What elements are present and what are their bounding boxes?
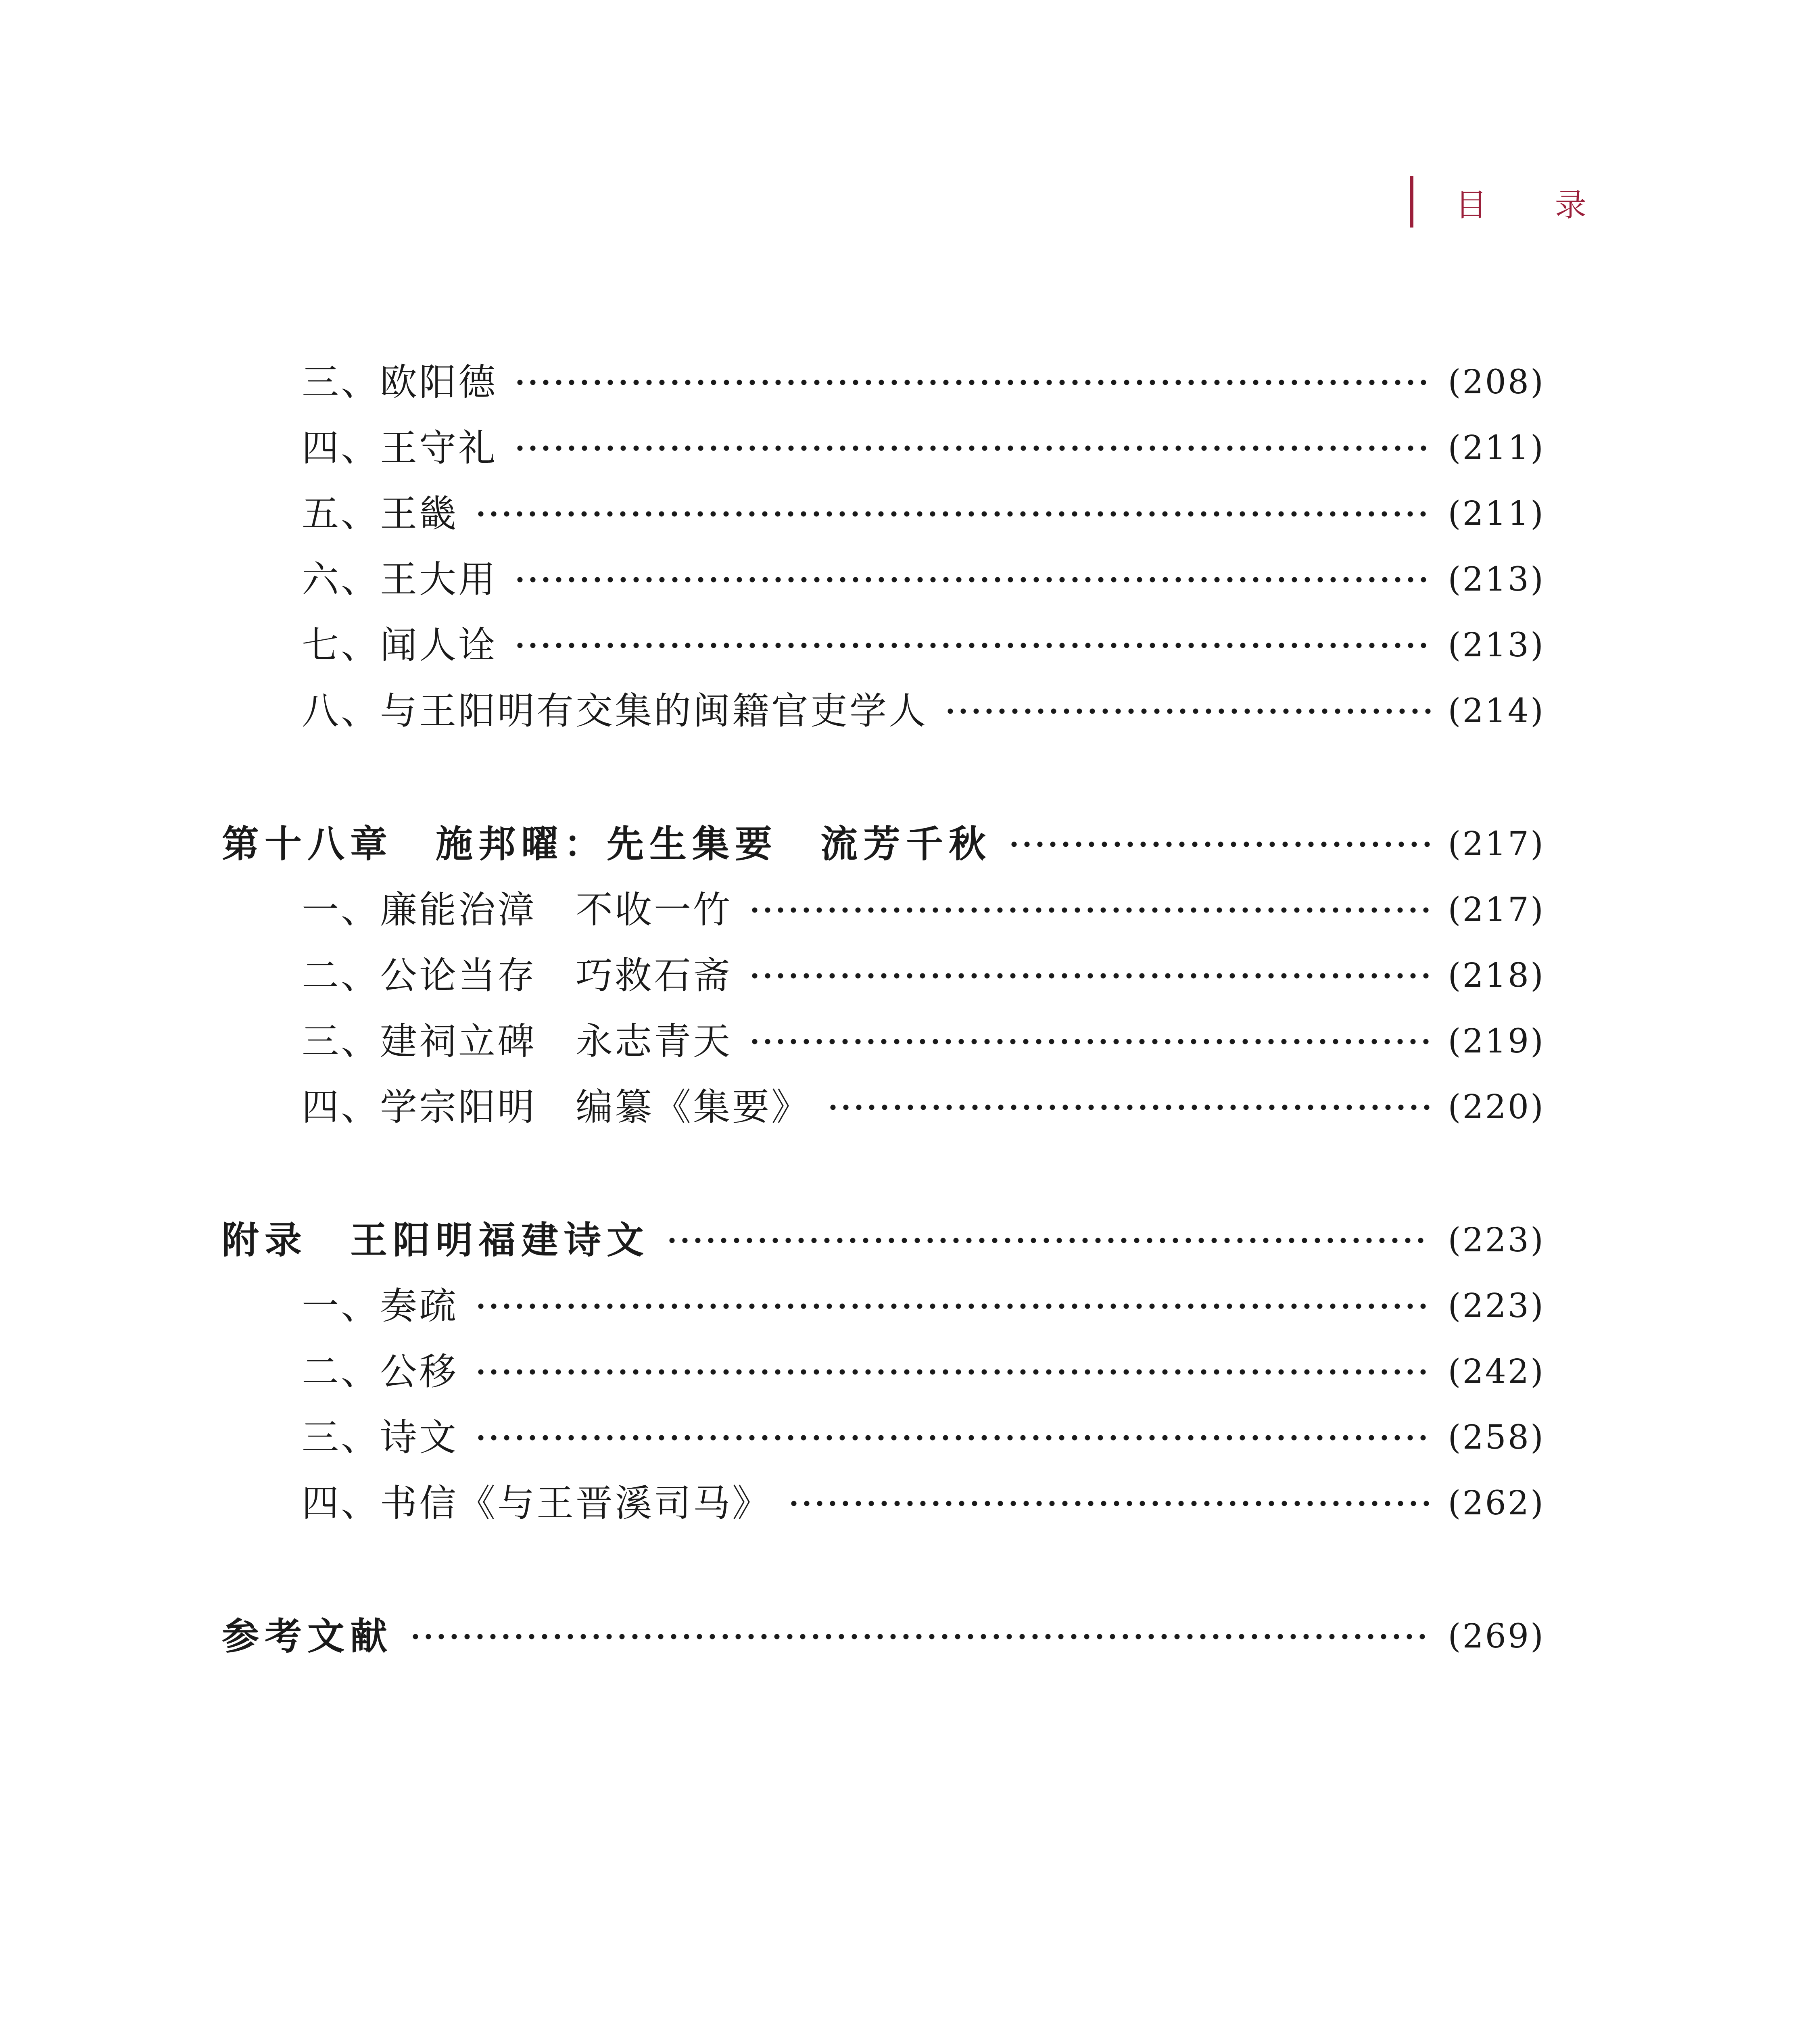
toc-entry[interactable]	[302, 555, 1545, 604]
toc-entry-title: 八、与王阳明有交集的闽籍官吏学人	[302, 689, 928, 733]
toc-entry-page: (242)	[1448, 1353, 1545, 1391]
dot-leader	[513, 577, 1431, 583]
toc-entry-title: 二、公论当存 巧救石斋	[302, 954, 733, 997]
toc-entry[interactable]	[302, 952, 1545, 1000]
running-header: 目 录	[1455, 187, 1615, 223]
toc-chapter-entry[interactable]	[222, 1612, 1545, 1661]
dot-leader	[748, 907, 1431, 913]
header-rule	[1410, 176, 1413, 228]
toc-entry[interactable]	[302, 1017, 1545, 1066]
toc-entry-page: (269)	[1448, 1617, 1545, 1656]
toc-entry[interactable]	[302, 424, 1545, 472]
toc-entry-page: (213)	[1448, 626, 1545, 664]
dot-leader	[748, 973, 1431, 979]
toc-entry-page: (223)	[1448, 1221, 1545, 1259]
dot-leader	[787, 1501, 1431, 1506]
toc-chapter-entry[interactable]	[222, 1216, 1545, 1265]
toc-entry-page: (213)	[1448, 560, 1545, 599]
toc-entry[interactable]	[302, 1414, 1545, 1462]
toc-entry-page: (208)	[1448, 363, 1545, 401]
toc-entry-title: 四、学宗阳明 编纂《集要》	[302, 1086, 811, 1129]
toc-entry-title: 三、欧阳德	[302, 361, 498, 404]
toc-entry-title: 六、王大用	[302, 558, 498, 601]
dot-leader	[474, 1303, 1431, 1309]
toc-entry[interactable]	[302, 1479, 1545, 1528]
toc-entry[interactable]	[302, 621, 1545, 670]
dot-leader	[748, 1039, 1431, 1044]
toc-entry[interactable]	[302, 358, 1545, 407]
toc-entry[interactable]	[302, 490, 1545, 538]
dot-leader	[1008, 841, 1431, 847]
toc-chapter-title: 第十八章 施邦曜：先生集要 流芳千秋	[222, 823, 992, 866]
toc-entry-title: 四、书信《与王晋溪司马》	[302, 1482, 772, 1525]
toc-entry-page: (211)	[1448, 429, 1545, 467]
dot-leader	[409, 1634, 1431, 1639]
toc-entry-title: 一、奏疏	[302, 1284, 459, 1328]
toc-entry-title: 五、王畿	[302, 492, 459, 535]
dot-leader	[474, 1435, 1431, 1441]
toc-entry-page: (219)	[1448, 1022, 1545, 1061]
toc-chapter-title: 参考文献	[222, 1615, 393, 1658]
toc-entry-title: 三、建祠立碑 永志青天	[302, 1020, 733, 1063]
toc-entry-page: (211)	[1448, 495, 1545, 533]
dot-leader	[827, 1105, 1431, 1110]
toc-entry-title: 一、廉能治漳 不收一竹	[302, 888, 733, 931]
toc-entry[interactable]	[302, 1083, 1545, 1132]
dot-leader	[474, 511, 1431, 517]
toc-entry-page: (262)	[1448, 1484, 1545, 1522]
toc-entry-title: 四、王守礼	[302, 426, 498, 470]
toc-entry-page: (214)	[1448, 692, 1545, 730]
toc-entry-page: (218)	[1448, 956, 1545, 995]
dot-leader	[474, 1369, 1431, 1375]
toc-entry[interactable]	[302, 687, 1545, 735]
toc-chapter-entry[interactable]	[222, 820, 1545, 869]
toc-entry-title: 七、闻人诠	[302, 624, 498, 667]
dot-leader	[666, 1238, 1431, 1243]
dot-leader	[944, 708, 1431, 714]
toc-chapter-title: 附录 王阳明福建诗文	[222, 1219, 650, 1262]
toc-entry[interactable]	[302, 886, 1545, 934]
toc-entry[interactable]	[302, 1348, 1545, 1396]
toc-entry-page: (223)	[1448, 1287, 1545, 1325]
toc-entry-title: 三、诗文	[302, 1416, 459, 1459]
toc-entry-page: (217)	[1448, 891, 1545, 929]
toc-entry[interactable]	[302, 1282, 1545, 1330]
toc-entry-title: 二、公移	[302, 1350, 459, 1393]
dot-leader	[513, 445, 1431, 451]
toc-entry-page: (220)	[1448, 1088, 1545, 1126]
toc-entry-page: (217)	[1448, 825, 1545, 863]
dot-leader	[513, 643, 1431, 648]
dot-leader	[513, 380, 1431, 385]
toc-entry-page: (258)	[1448, 1418, 1545, 1457]
